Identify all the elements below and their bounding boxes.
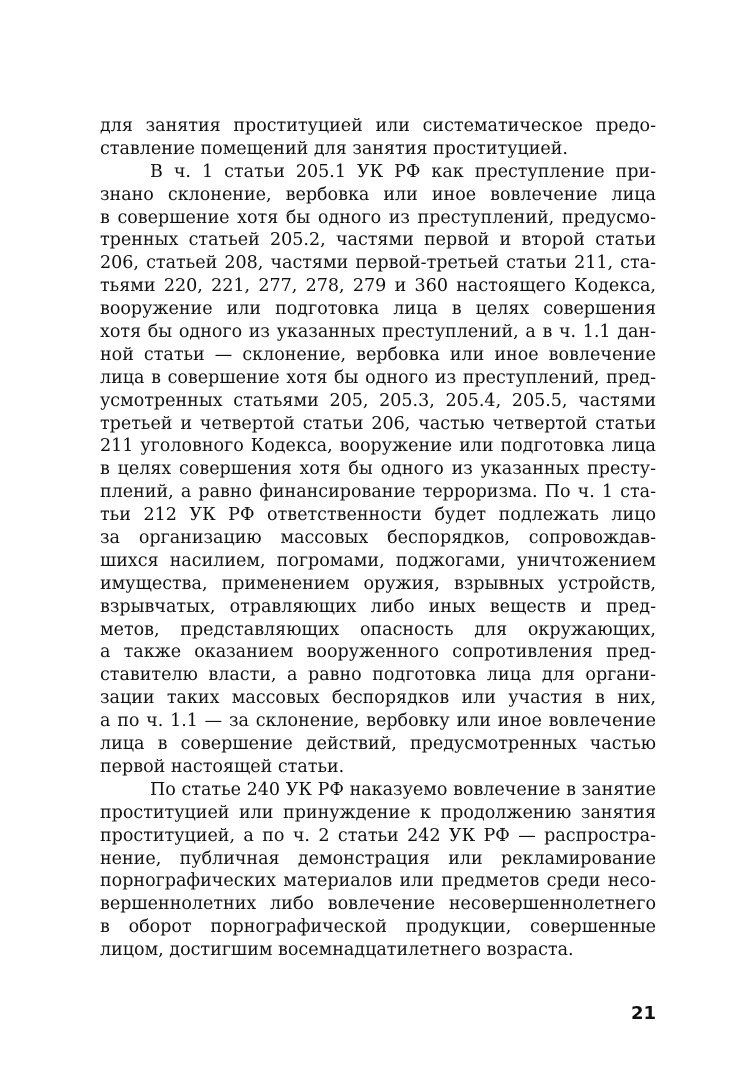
text-line: а по ч. 1.1 — за склонение, вербовку или иное вовлечение [100,711,656,732]
text-line: шихся насилием, погромами, поджогами, уничтожением [100,550,656,571]
text-line: хотя бы одного из указанных преступлений, а в ч. 1.1 дан- [100,322,656,343]
text-line: В ч. 1 статьи 205.1 УК РФ как преступление при- [150,161,656,182]
text-line: взрывчатых, отравляющих либо иных веществ и пред- [100,596,656,617]
text-line: третьей и четвертой статьи 206, частью четвертой статьи [100,413,656,434]
text-line: ставление помещений для занятия проституцией. [100,138,568,159]
text-line: ставителю власти, а равно подготовка лица для органи- [100,665,656,686]
body-text [100,115,656,962]
text-line: По статье 240 УК РФ наказуемо вовлечение в занятие [150,779,656,800]
text-line: тьями 220, 221, 277, 278, 279 и 360 настоящего Кодекса, [100,276,656,297]
text-line: порнографических материалов или предметов среди несо- [100,871,656,892]
text-line: в оборот порнографической продукции, совершенные [100,917,656,938]
page-number: 21 [630,1003,656,1024]
text-line: а также оказанием вооруженного сопротивления пред- [100,642,656,663]
text-line: знано склонение, вербовка или иное вовлечение лица [100,184,656,205]
text-line: ной статьи — склонение, вербовка или иное вовлечение [100,344,656,365]
text-line: тьи 212 УК РФ ответственности будет подлежать лицо [100,505,656,526]
text-line: усмотренных статьями 205, 205.3, 205.4, 205.5, частями [100,390,656,411]
text-line: лицом, достигшим восемнадцатилетнего возраста. [100,940,574,961]
text-line: вершеннолетних либо вовлечение несовершеннолетнего [100,894,656,915]
text-line: зации таких массовых беспорядков или участия в них, [100,688,656,709]
text-line: за организацию массовых беспорядков, сопровождав- [100,528,656,549]
paragraph-3 [100,779,656,962]
text-line: метов, представляющих опасность для окружающих, [100,619,656,640]
text-line: лица в совершение хотя бы одного из преступлений, пред- [100,367,656,388]
text-line: плений, а равно финансирование терроризма. По ч. 1 ста- [100,482,656,503]
text-line: проституцией, а по ч. 2 статьи 242 УК РФ — распростра- [100,825,656,846]
text-line: имущества, применением оружия, взрывных устройств, [100,573,656,594]
text-line: лица в совершение действий, предусмотренных частью [100,734,656,755]
text-line: первой настоящей статьи. [100,756,345,777]
text-line: вооружение или подготовка лица в целях совершения [100,299,656,320]
text-line: 206, статьей 208, частями первой-третьей статьи 211, ста- [100,253,656,274]
text-line: в совершение хотя бы одного из преступлений, предусмо- [100,207,656,228]
text-line: тренных статьей 205.2, частями первой и второй статьи [100,230,656,251]
paragraph-1 [100,115,656,161]
text-line: для занятия проституцией или систематическое предо- [100,116,656,136]
text-line: 211 уголовного Кодекса, вооружение или подготовка лица [100,436,656,457]
text-line: нение, публичная демонстрация или рекламирование [100,848,656,869]
text-line: проституцией или принуждение к продолжению занятия [100,802,656,823]
paragraph-2 [100,161,656,779]
text-line: в целях совершения хотя бы одного из указанных престу- [100,459,656,480]
